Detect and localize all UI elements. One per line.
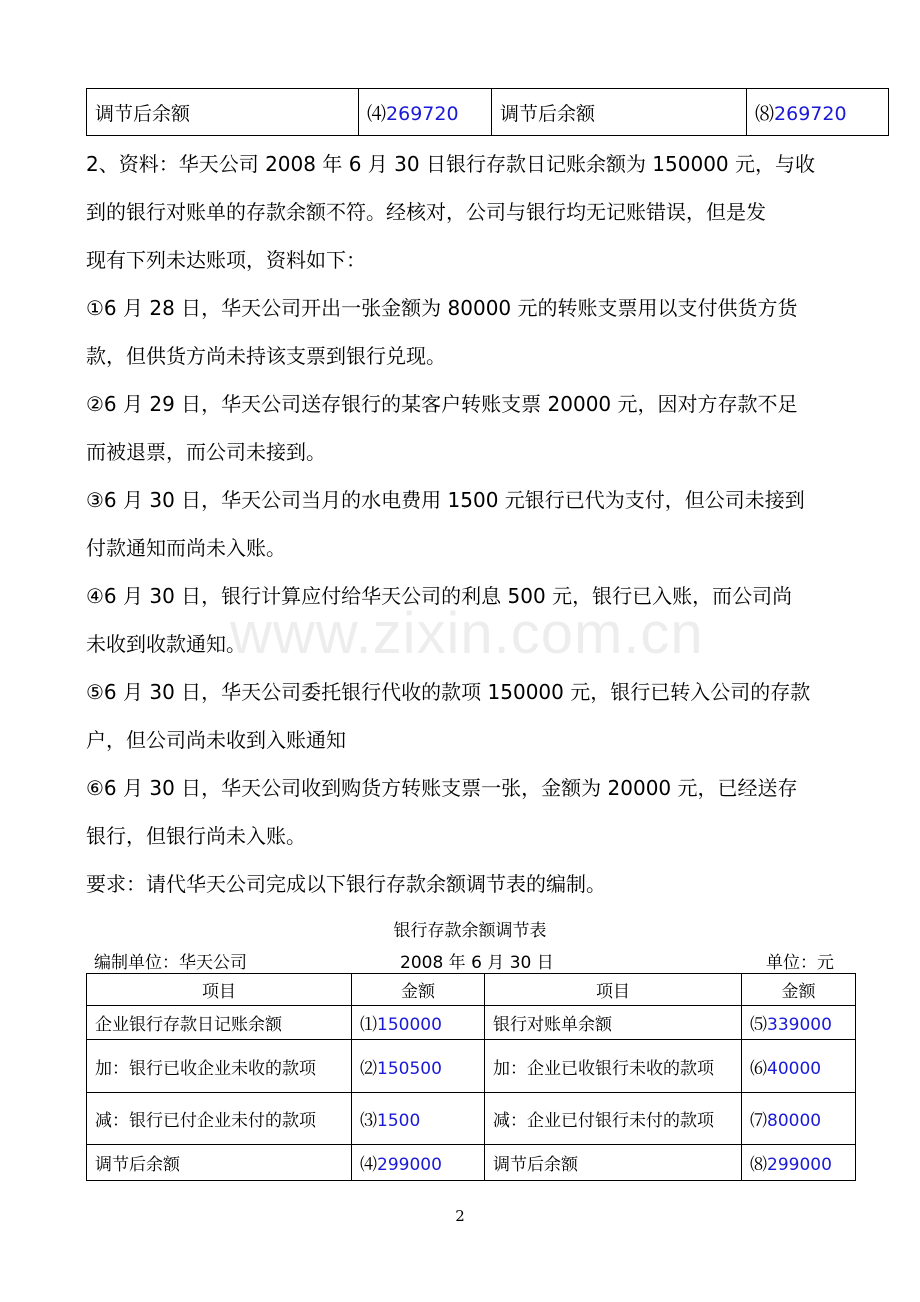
- amount-value: 299000: [767, 1155, 832, 1175]
- table-date: 2008 年 6 月 30 日: [400, 953, 554, 973]
- text-line: ⑥6 月 30 日，华天公司收到购货方转账支票一张，金额为 20000 元，已经送存: [86, 776, 798, 800]
- amount-index: ⑸: [750, 1015, 767, 1035]
- item-label: 调节后余额: [87, 89, 359, 136]
- column-header: 金额: [742, 974, 856, 1006]
- amount-value: 269720: [774, 102, 847, 125]
- text-line: 2、资料：华天公司 2008 年 6 月 30 日银行存款日记账余额为 150000 元，与收: [86, 152, 816, 176]
- text-line: ②6 月 29 日，华天公司送存银行的某客户转账支票 20000 元，因对方存款不足: [86, 392, 798, 416]
- amount-cell: [352, 1040, 485, 1093]
- amount-value: 80000: [767, 1111, 822, 1131]
- amount-cell: [747, 89, 889, 136]
- text-line: ④6 月 30 日，银行计算应付给华天公司的利息 500 元，银行已入账，而公司尚: [86, 584, 793, 608]
- text-line: 到的银行对账单的存款余额不符。经核对，公司与银行均无记账错误，但是发: [86, 200, 766, 224]
- amount-value: 40000: [767, 1058, 822, 1079]
- item-label: 调节后余额: [485, 1145, 742, 1181]
- text-line: 要求：请代华天公司完成以下银行存款余额调节表的编制。: [86, 872, 606, 896]
- amount-index: ⑹: [750, 1058, 767, 1079]
- text-line: 未收到收款通知。: [86, 632, 246, 656]
- top-balance-table: [86, 88, 889, 136]
- table-row: [87, 1145, 856, 1181]
- amount-cell: [352, 1006, 485, 1040]
- preparer-unit: 编制单位：华天公司: [94, 953, 247, 973]
- amount-index: ⑻: [755, 102, 775, 125]
- item-label: 调节后余额: [87, 1145, 352, 1181]
- table-row: [87, 89, 889, 136]
- amount-value: 150000: [377, 1015, 442, 1035]
- item-label: 减：企业已付银行未付的款项: [485, 1093, 742, 1145]
- amount-index: ⑻: [750, 1155, 767, 1175]
- reconciliation-table: [86, 973, 856, 1181]
- item-label: 加：银行已收企业未收的款项: [87, 1040, 352, 1093]
- item-label: 加：企业已收银行未收的款项: [485, 1040, 742, 1093]
- amount-index: ⑺: [750, 1111, 767, 1131]
- amount-value: 1500: [377, 1111, 421, 1131]
- page-number: 2: [455, 1207, 465, 1225]
- text-line: 款，但供货方尚未持该支票到银行兑现。: [86, 344, 446, 368]
- table-row: [87, 1093, 856, 1145]
- watermark: www.zixin.com.cn: [230, 601, 704, 666]
- item-label: 银行对账单余额: [485, 1006, 742, 1040]
- amount-value: 269720: [386, 102, 459, 125]
- column-header: 项目: [485, 974, 742, 1006]
- amount-cell: [742, 1040, 856, 1093]
- amount-cell: [359, 89, 492, 136]
- amount-value: 150500: [377, 1058, 442, 1079]
- amount-index: ⑷: [367, 102, 387, 125]
- amount-index: ⑶: [360, 1111, 377, 1131]
- amount-value: 339000: [767, 1015, 832, 1035]
- amount-cell: [742, 1006, 856, 1040]
- amount-index: ⑵: [360, 1058, 377, 1079]
- table-row: [87, 1040, 856, 1093]
- amount-value: 299000: [377, 1155, 442, 1175]
- problem-text: [86, 140, 836, 908]
- amount-index: ⑴: [360, 1015, 377, 1035]
- text-line: 而被退票，而公司未接到。: [86, 440, 326, 464]
- item-label: 调节后余额: [492, 89, 747, 136]
- table-meta: [94, 948, 834, 972]
- amount-cell: [742, 1093, 856, 1145]
- text-line: 户，但公司尚未收到入账通知: [86, 728, 346, 752]
- table-title: 银行存款余额调节表: [393, 921, 547, 941]
- text-line: 银行，但银行尚未入账。: [86, 824, 306, 848]
- text-line: 现有下列未达账项，资料如下：: [86, 248, 366, 272]
- table-header-row: [87, 974, 856, 1006]
- column-header: 金额: [352, 974, 485, 1006]
- text-line: ①6 月 28 日，华天公司开出一张金额为 80000 元的转账支票用以支付供货方货: [86, 296, 798, 320]
- text-line: 付款通知而尚未入账。: [86, 536, 286, 560]
- item-label: 企业银行存款日记账余额: [87, 1006, 352, 1040]
- amount-cell: [352, 1093, 485, 1145]
- table-row: [87, 1006, 856, 1040]
- amount-cell: [742, 1145, 856, 1181]
- amount-index: ⑷: [360, 1155, 377, 1175]
- amount-cell: [352, 1145, 485, 1181]
- text-line: ⑤6 月 30 日，华天公司委托银行代收的款项 150000 元，银行已转入公司的存款: [86, 680, 811, 704]
- column-header: 项目: [87, 974, 352, 1006]
- currency-unit: 单位：元: [766, 953, 834, 973]
- item-label: 减：银行已付企业未付的款项: [87, 1093, 352, 1145]
- text-line: ③6 月 30 日，华天公司当月的水电费用 1500 元银行已代为支付，但公司未接到: [86, 488, 805, 512]
